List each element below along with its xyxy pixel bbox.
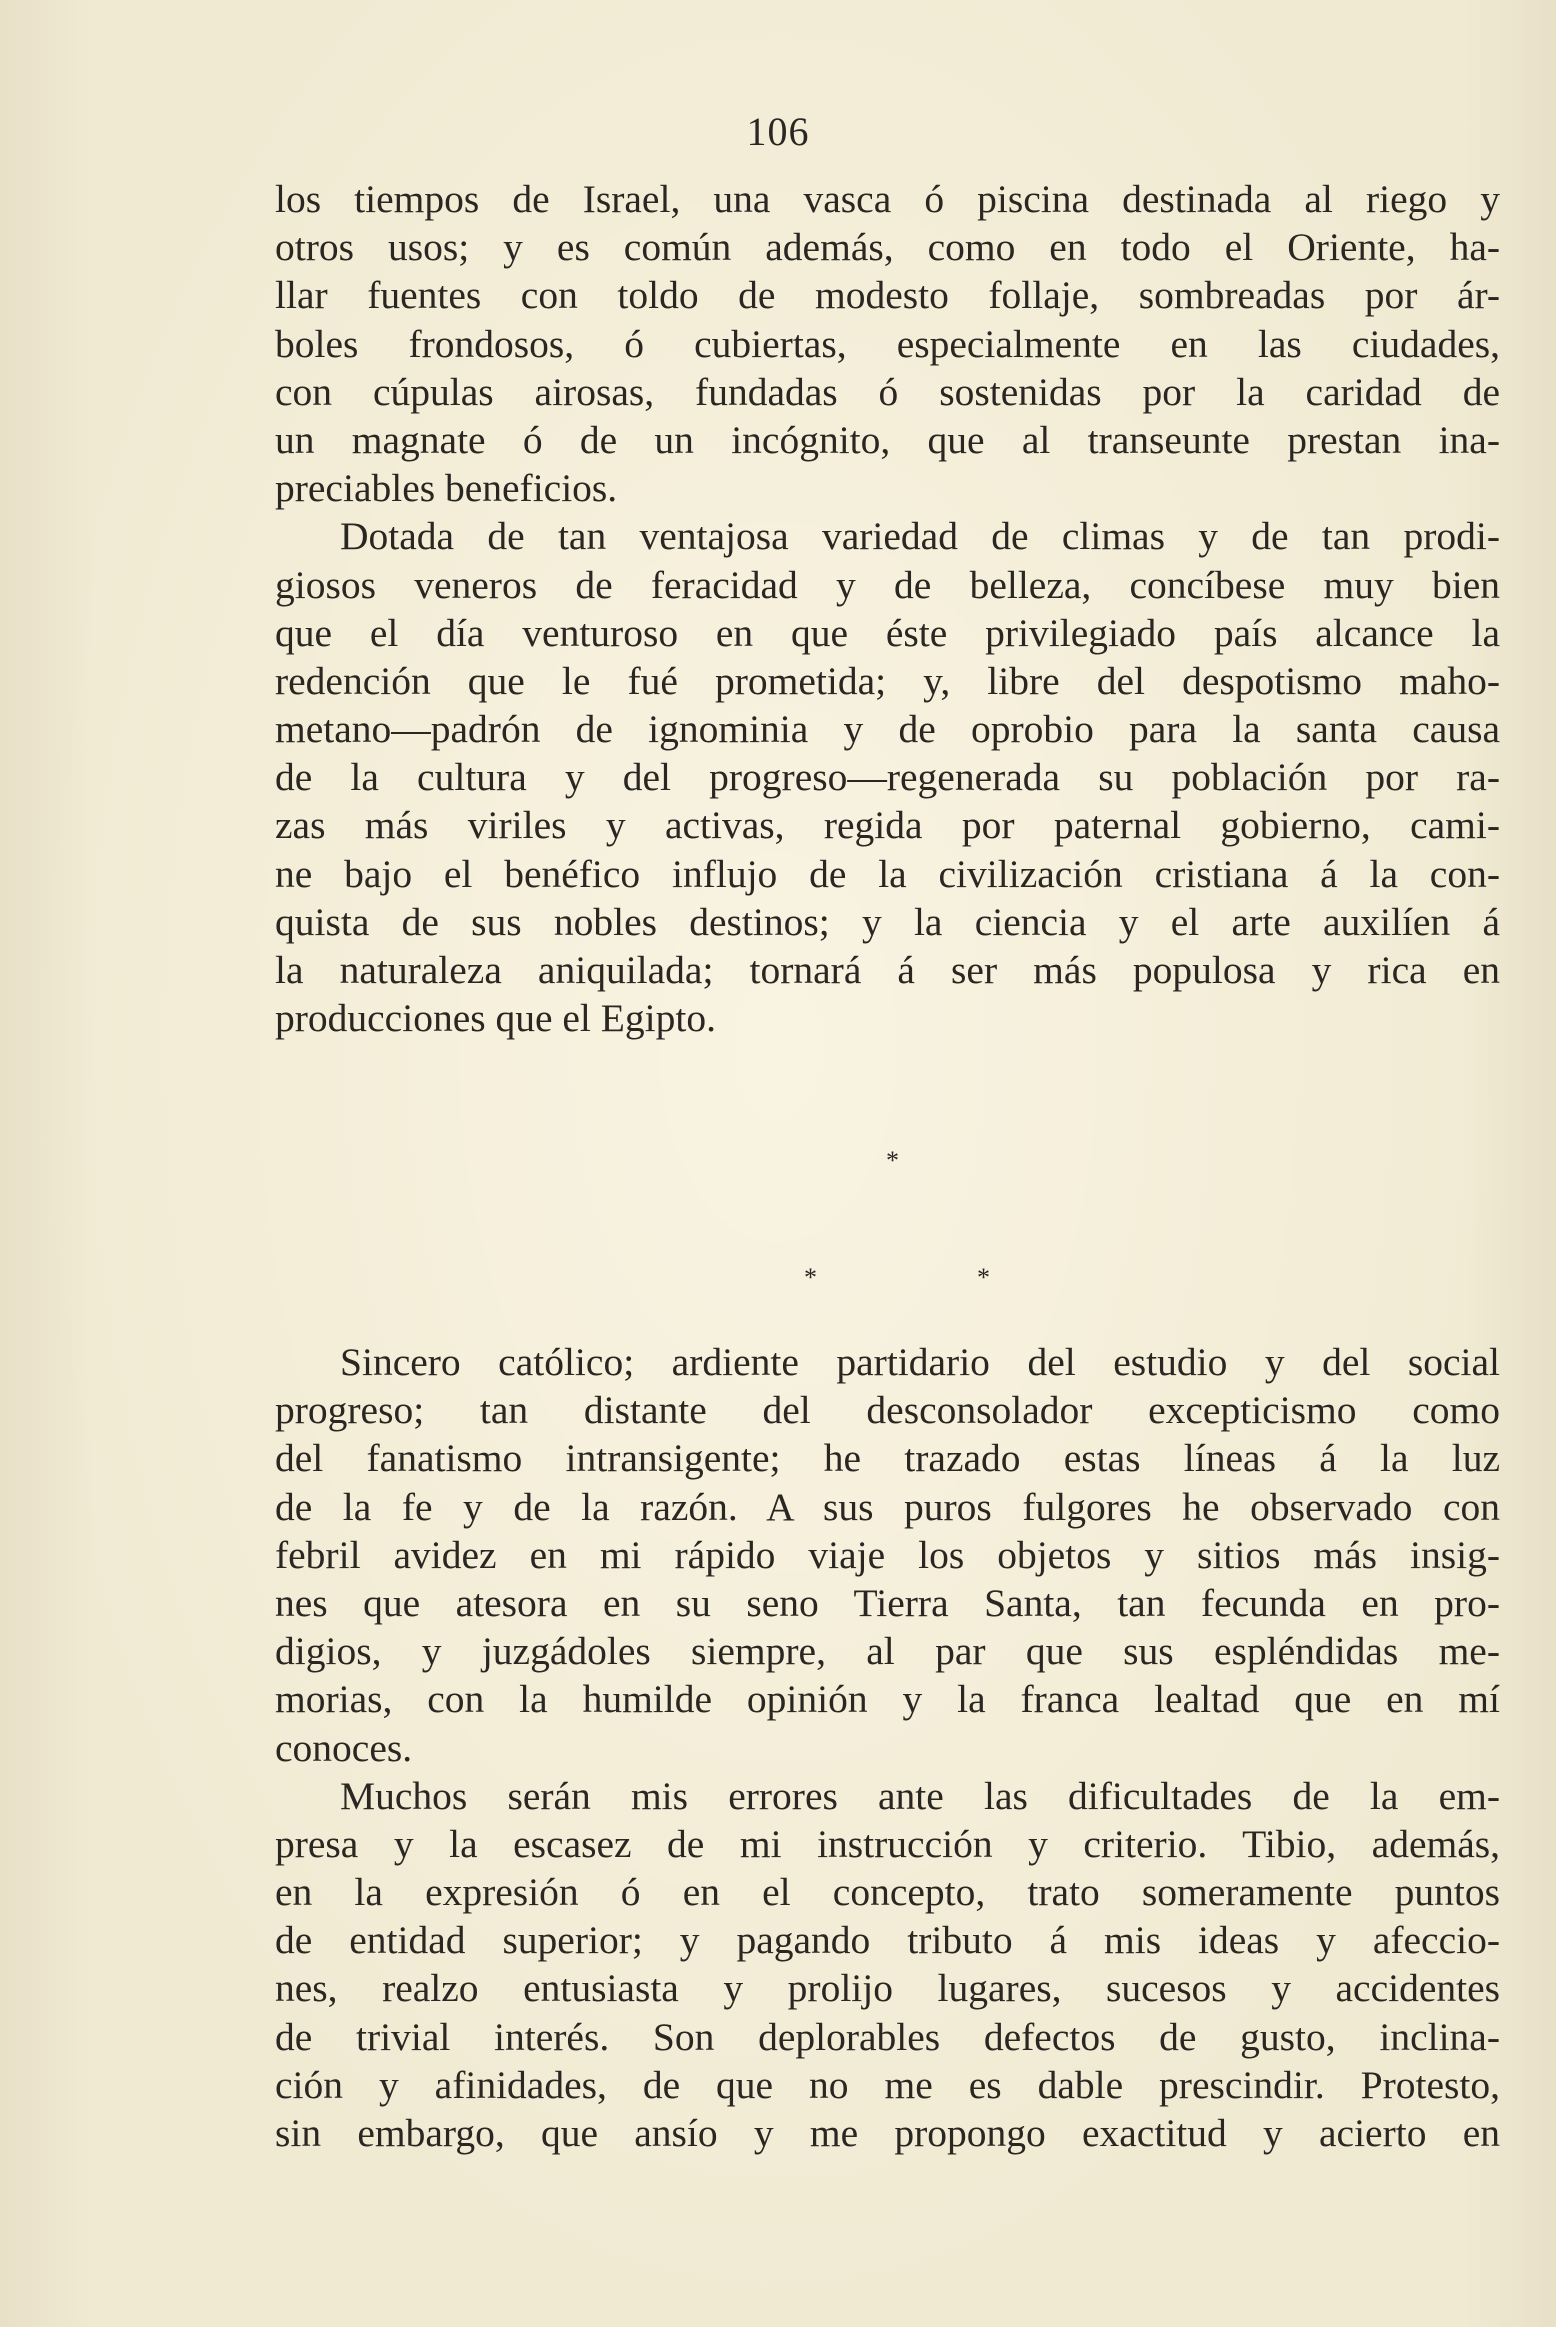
text-line: Dotada de tan ventajosa variedad de climas y de tan prodi-	[340, 514, 1500, 559]
text-line: conoces.	[275, 1725, 413, 1770]
text-line: la naturaleza aniquilada; tornará á ser más populosa y rica en	[275, 948, 1500, 992]
text-line: de la fe y de la razón. A sus puros fulgores he observado con	[275, 1484, 1500, 1529]
text-line: sin embargo, que ansío y me propongo exactitud y acierto en	[275, 2111, 1500, 2155]
text-line: llar fuentes con toldo de modesto follaje, sombreadas por ár-	[275, 273, 1500, 318]
text-line: nes, realzo entusiasta y prolijo lugares, sucesos y accidentes	[275, 1966, 1500, 2011]
text-line: febril avidez en mi rápido viaje los objetos y sitios más insig-	[275, 1532, 1500, 1577]
text-line: ción y afinidades, de que no me es dable prescindir. Protesto,	[275, 2062, 1500, 2107]
text-line: boles frondosos, ó cubiertas, especialmente en las ciudades,	[275, 321, 1500, 366]
text-line: nes que atesora en su seno Tierra Santa, tan fecunda en pro-	[275, 1580, 1500, 1625]
asterisk-right: *	[977, 1263, 990, 1292]
text-line: metano—padrón de ignominia y de oprobio para la santa causa	[275, 707, 1500, 752]
asterisk-left: *	[804, 1263, 817, 1292]
text-line: ne bajo el benéfico influjo de la civilización cristiana á la con-	[275, 851, 1500, 896]
text-line: presa y la escasez de mi instrucción y criterio. Tibio, además,	[275, 1821, 1500, 1866]
text-line: en la expresión ó en el concepto, trato someramente puntos	[275, 1870, 1500, 1915]
text-line: morias, con la humilde opinión y la franca lealtad que en mí	[275, 1677, 1500, 1722]
text-line: de trivial interés. Son deplorables defectos de gusto, inclina-	[275, 2014, 1500, 2059]
page-number: 106	[746, 109, 810, 154]
text-line: preciables beneficios.	[275, 466, 618, 511]
text-line: Muchos serán mis errores ante las dificultades de la em-	[340, 1773, 1500, 1818]
text-line: los tiempos de Israel, una vasca ó piscina destinada al riego y	[275, 177, 1500, 221]
text-line: un magnate ó de un incógnito, que al transeunte prestan ina-	[275, 417, 1500, 462]
text-line: con cúpulas airosas, fundadas ó sostenidas por la caridad de	[275, 369, 1500, 414]
text-line: de la cultura y del progreso—regenerada su población por ra-	[275, 755, 1500, 800]
text-line: producciones que el Egipto.	[275, 996, 716, 1041]
text-line: que el día venturoso en que éste privilegiado país alcance la	[275, 610, 1500, 655]
text-line: progreso; tan distante del desconsolador excepticismo como	[275, 1388, 1500, 1433]
text-line: del fanatismo intransigente; he trazado estas líneas á la luz	[275, 1436, 1500, 1481]
text-line: otros usos; y es común además, como en todo el Oriente, ha-	[275, 225, 1500, 270]
text-line: Sincero católico; ardiente partidario del estudio y del social	[340, 1340, 1500, 1384]
paragraph-section-1	[275, 175, 1500, 1042]
text-line: redención que le fué prometida; y, libre del despotismo maho-	[275, 658, 1500, 703]
text-line: digios, y juzgádoles siempre, al par que sus espléndidas me-	[275, 1629, 1500, 1674]
text-line: quista de sus nobles destinos; y la ciencia y el arte auxilíen á	[275, 899, 1500, 944]
text-line: giosos veneros de feracidad y de belleza, concíbese muy bien	[275, 562, 1500, 607]
text-line: de entidad superior; y pagando tributo á mis ideas y afeccio-	[275, 1918, 1500, 1963]
text-line: zas más viriles y activas, regida por paternal gobierno, cami-	[275, 803, 1500, 848]
paragraph-section-2	[275, 1338, 1500, 2157]
asterisk-top: *	[886, 1146, 899, 1175]
